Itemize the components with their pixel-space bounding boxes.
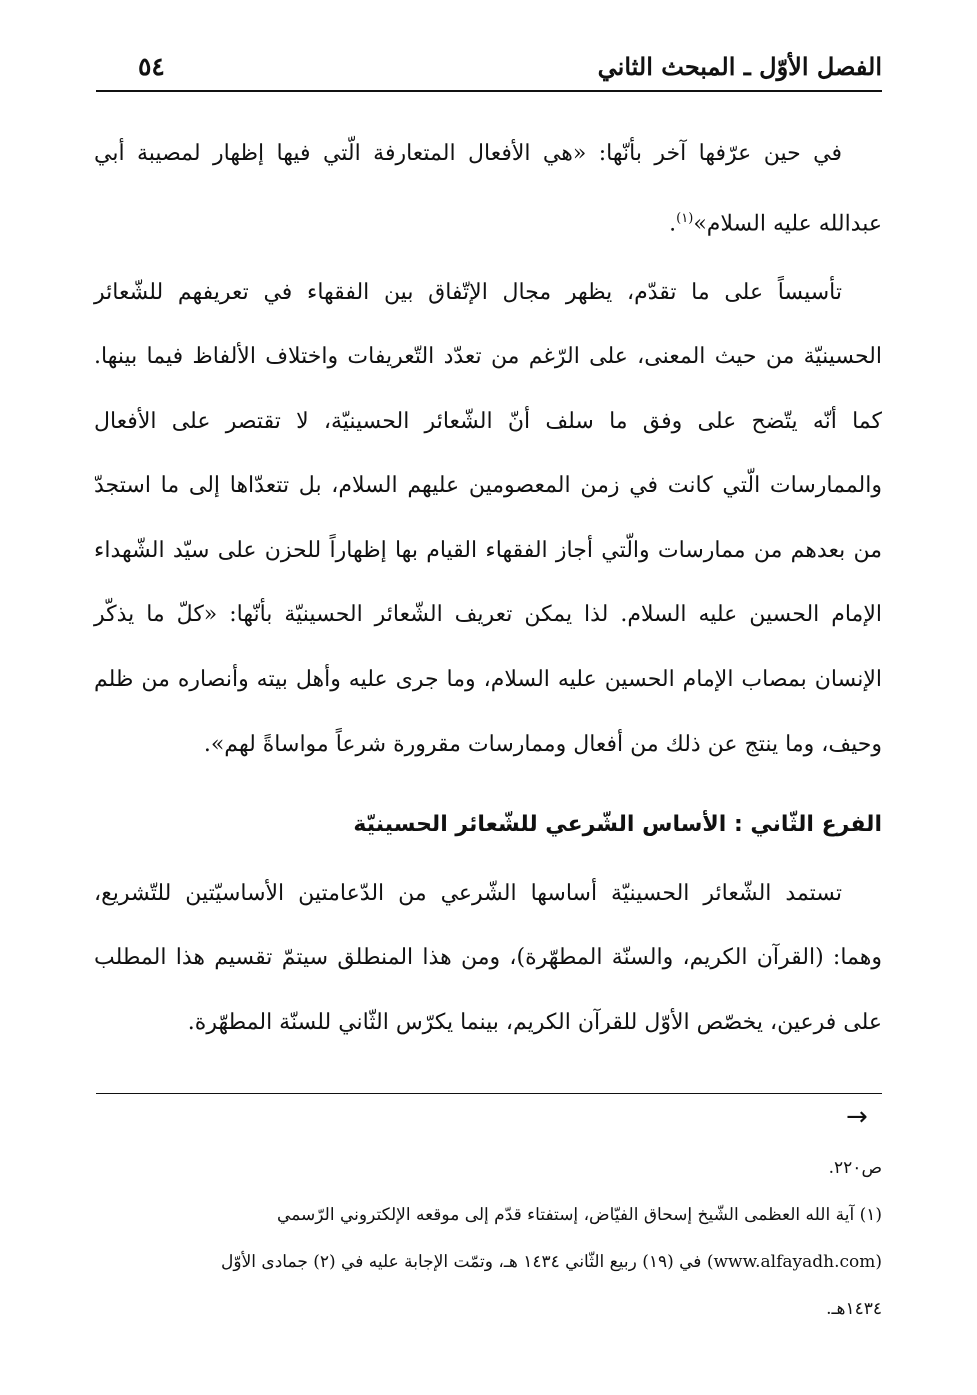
paragraph-3: تستمد الشّعائر الحسينيّة أساسها الشّرعي من الدّعامتين الأساسيّتين للتّشريع، وهما: (القرآن الكريم، والسنّة المطهّرة)، ومن هذا المنطلق سيتمّ تقسيم هذا المطلب على فرعين، يخصّص الأوّل للقرآن الكريم، بينما يكرّس الثّاني للسنّة المطهّرة. (94, 880, 882, 1036)
paragraph-2: تأسيساً على ما تقدّم، يظهر مجال الإتّفاق بين الفقهاء في تعريفهم للشّعائر الحسينيّة من حيث المعنى، على الرّغم من تعدّد التّعريفات واختلاف الألفاظ فيما بينها. كما أنّه يتّضح على وفق ما سلف أنّ الشّعائر الحسينيّة، لا تقتصر على الأفعال والممارسات الّتي كانت في زمن المعصومين عليهم السلام، بل تتعدّاها إلى ما استجدّ من بعدهم من ممارسات والّتي أجاز الفقهاء القيام بها إظهاراً للحزن على سيّد الشّهداء الإمام الحسين عليه السلام. لذا يمكن تعريف الشّعائر الحسينيّة بأنّها: «كلّ ما يذكّر الإنسان بمصاب الإمام الحسين عليه السلام، وما جرى عليه وأهل بيته وأنصاره من ظلم وحيف، وما ينتج عن ذلك من أفعال وممارسات مقرورة شرعاً مواساةً لهم». (94, 279, 882, 757)
running-title: الفصل الأوّل ـ المبحث الثاني (597, 52, 882, 81)
footnote-carryover: ص٢٢٠. (828, 1158, 882, 1178)
footnote-1-line-2[interactable]: (www.alfayadh.com) في (١٩) ربيع الثّاني ١٤٣٤ هـ، وتمّت الإجابة عليه في (٢) جمادى الأوّل (221, 1252, 882, 1272)
page-number: ٥٤ (138, 52, 165, 81)
continuation-arrow-icon: → (846, 1102, 868, 1132)
footnote-1-line-1: (١) آية الله العظمى الشّيخ إسحاق الفيّاض، إستفتاء قدّم إلى موقعه الإلكتروني الرّسمي (277, 1205, 882, 1225)
main-text (94, 122, 882, 1056)
footnote-ref-1[interactable]: (١) (676, 210, 694, 226)
section-heading: الفرع الثّاني : الأساس الشّرعي للشّعائر الحسينيّة (353, 812, 882, 838)
footnotes (94, 1145, 882, 1333)
paragraph-1-text: في حين عرّفها آخر بأنّها: «هي الأفعال المتعارفة الّتي فيها إظهار لمصيبة أبي عبدالله عليه السلام» (94, 141, 882, 236)
footnote-separator (96, 1093, 882, 1094)
paragraph-1-tail: . (669, 210, 677, 236)
paragraph-1 (94, 122, 882, 257)
footnote-1-line-3: ١٤٣٤هـ. (826, 1299, 882, 1319)
page-header (96, 44, 882, 92)
